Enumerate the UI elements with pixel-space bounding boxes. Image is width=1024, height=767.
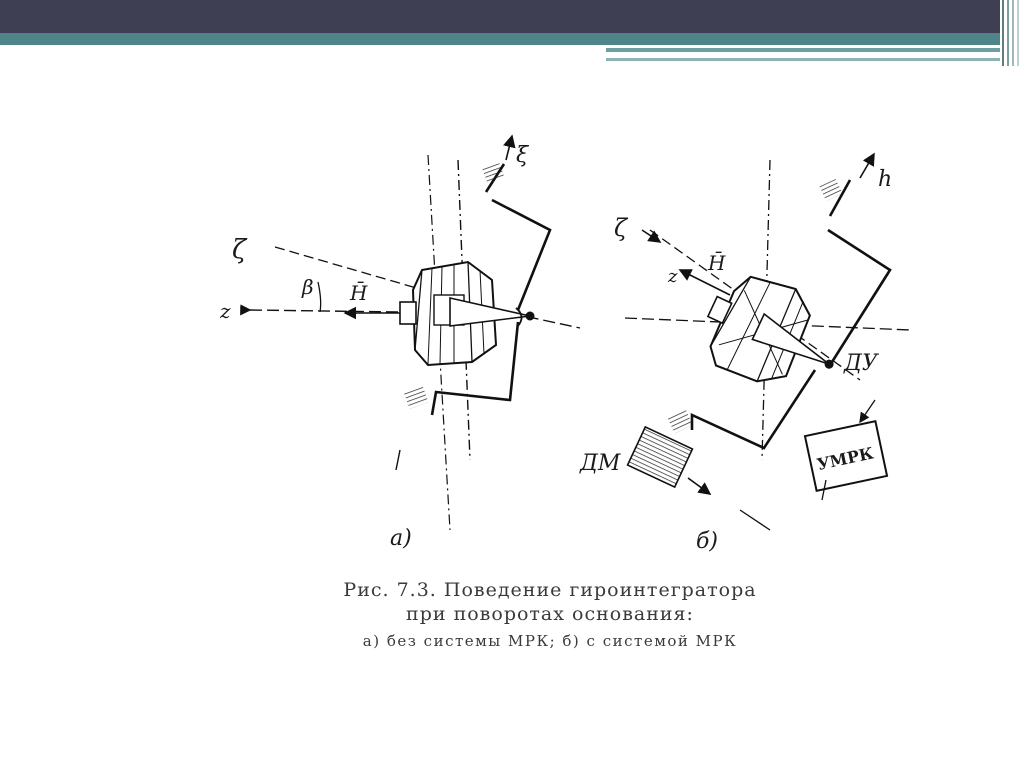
diagram-b-sensor-label: ДУ — [844, 351, 878, 376]
diagram-b-z-label: z — [668, 266, 678, 287]
diagram-a-beta-label: β — [302, 275, 314, 299]
diagram-b-sublabel: б) — [696, 529, 719, 554]
diagram-a-h-label: H̄ — [350, 281, 368, 305]
diagram-a — [250, 136, 580, 530]
diagram-b-motor-label: ДМ — [580, 451, 621, 476]
diagram-b-torque-motor — [628, 427, 710, 494]
diagram-b — [625, 154, 910, 530]
diagram-b-gimbal-label: h — [878, 167, 893, 192]
figure-caption — [270, 578, 830, 654]
diagram-b-gyro-rotor — [691, 260, 856, 410]
diagram-a-gimbal-label: ξ — [516, 143, 529, 168]
diagram-a-z-label: z — [220, 299, 231, 323]
caption-subtitle: при поворотах основания: — [406, 603, 694, 625]
diagram-a-sublabel: а) — [390, 526, 412, 551]
gyro-integrator-figure — [210, 130, 893, 570]
diagram-a-beta-arc — [318, 282, 321, 312]
slide-header-teal-band — [0, 33, 1000, 45]
diagram-b-amplifier-label: УМРК — [815, 443, 876, 474]
diagram-a-zeta-label: ζ — [232, 235, 247, 265]
caption-legend: а) без системы МРК; б) с системой МРК — [362, 632, 738, 650]
diagram-b-h-label: H̄ — [708, 251, 726, 275]
caption-title: Рис. 7.3. Поведение гироинтегратора — [343, 579, 757, 601]
diagram-a-z-axis — [250, 310, 400, 312]
diagram-b-zeta-label: ζ — [614, 214, 628, 242]
header-edge-lines — [1000, 0, 1024, 66]
slide-header-band — [0, 0, 1000, 33]
header-accent-line — [606, 48, 1000, 52]
header-accent-line-thin — [606, 58, 1000, 61]
